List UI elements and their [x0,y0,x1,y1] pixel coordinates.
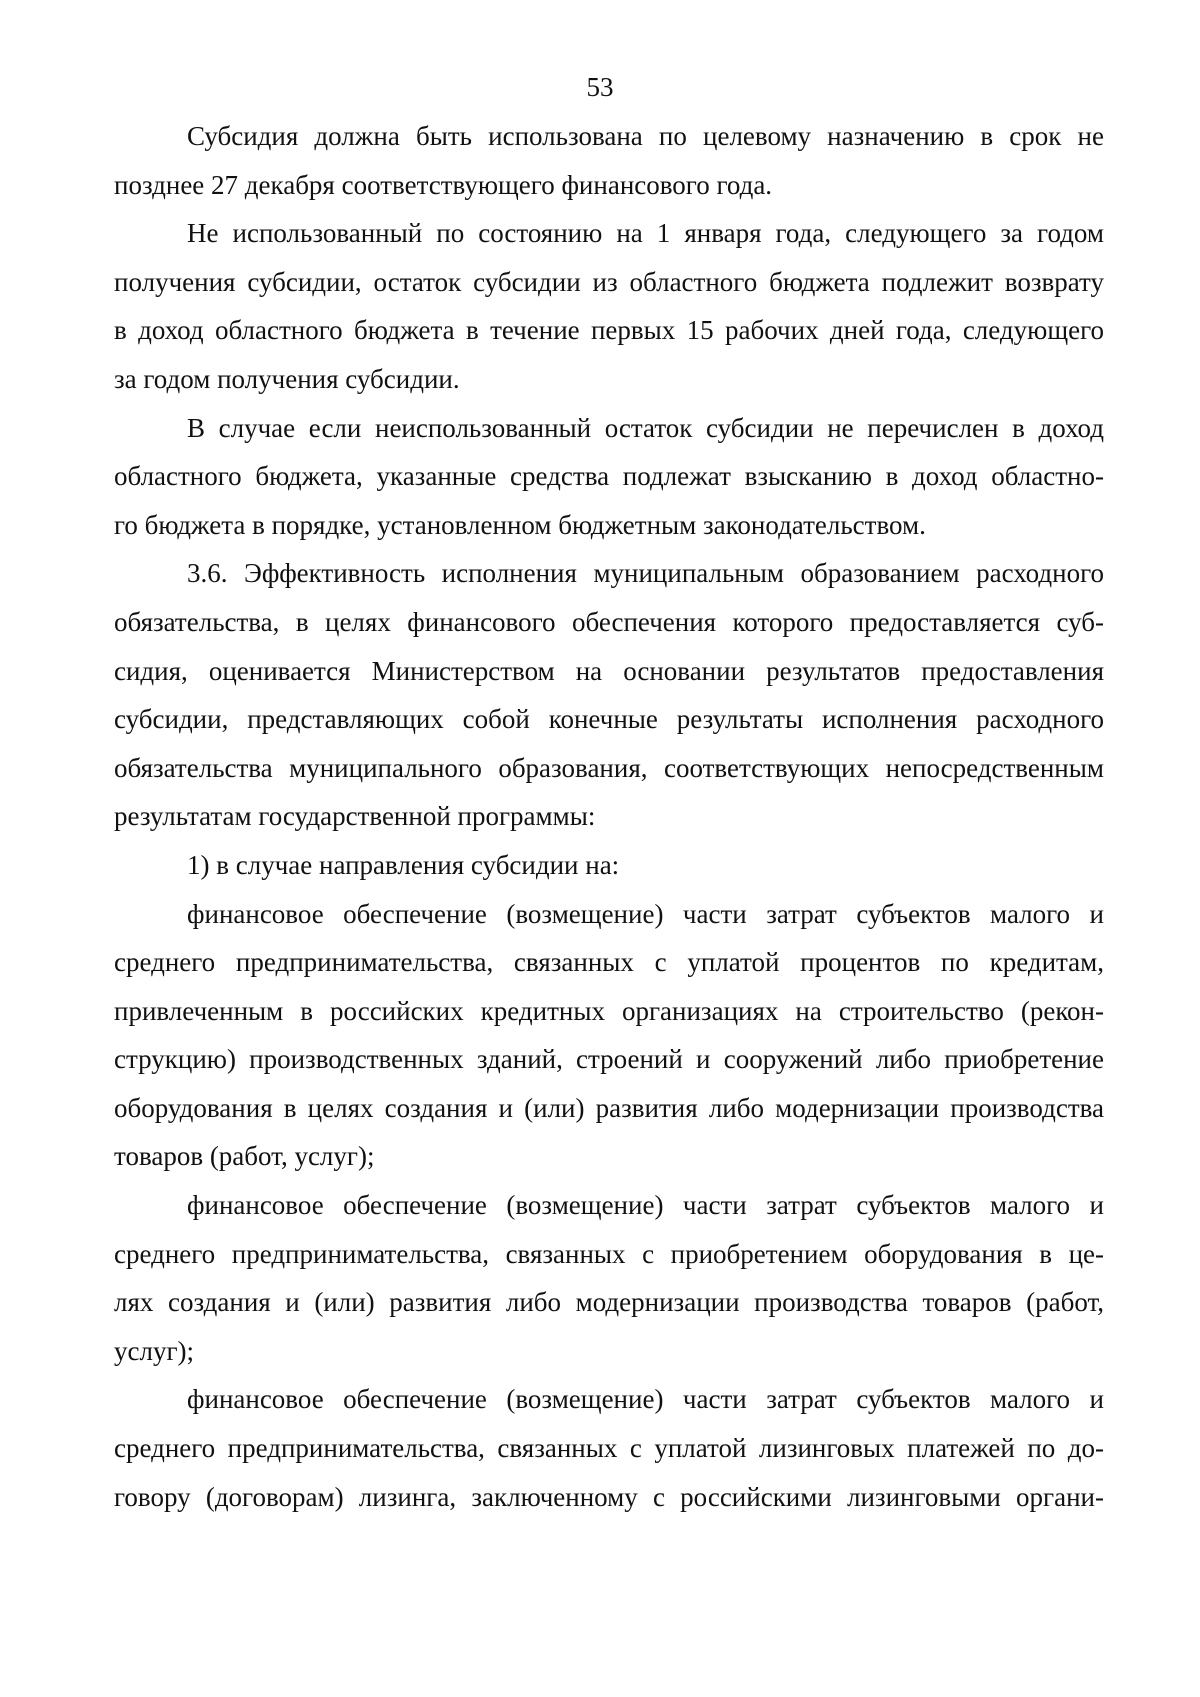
text-line: за годом получения субсидии. [114,363,460,394]
text-line: обязательства, в целях финансового обеспечения которого предоставляется суб- [114,606,1104,637]
text-line: сидия, оценивается Министерством на основании результатов предоставления [114,655,1104,686]
text-line: среднего предпринимательства, связанных с уплатой лизинговых платежей по до- [114,1433,1104,1464]
text-line: 3.6. Эффективность исполнения муниципальным образованием расходного [187,558,1104,589]
paragraph [114,1181,1104,1375]
text-line: струкцию) производственных зданий, строений и сооружений либо приобретение [114,1044,1104,1075]
paragraph [114,890,1104,1182]
text-line: финансовое обеспечение (возмещение) части затрат субъектов малого и [187,1190,1104,1221]
text-line: среднего предпринимательства, связанных с приобретением оборудования в це- [114,1238,1104,1269]
page-number: 53 [586,72,614,102]
paragraph [114,549,1104,841]
text-line: услуг); [114,1335,195,1366]
paragraph [114,841,1104,890]
document-body [114,112,1104,1521]
text-line: в доход областного бюджета в течение первых 15 рабочих дней года, следующего [114,315,1104,346]
text-line: го бюджета в порядке, установленном бюджетным законодательством. [114,509,926,540]
text-line: оборудования в целях создания и (или) развития либо модернизации производства [114,1092,1104,1123]
text-line: среднего предпринимательства, связанных с уплатой процентов по кредитам, [114,947,1104,978]
text-line: позднее 27 декабря соответствующего финансового года. [114,169,773,200]
text-line: областного бюджета, указанные средства подлежат взысканию в доход областно- [114,461,1104,492]
text-line: финансовое обеспечение (возмещение) части затрат субъектов малого и [187,898,1104,929]
text-line: субсидии, представляющих собой конечные результаты исполнения расходного [114,704,1104,735]
text-line: товаров (работ, услуг); [114,1141,375,1172]
paragraph [114,209,1104,403]
text-line: обязательства муниципального образования, соответствующих непосредственным [114,752,1104,783]
text-line: В случае если неиспользованный остаток субсидии не перечислен в доход [187,412,1104,443]
paragraph [114,404,1104,550]
text-line: 1) в случае направления субсидии на: [187,849,620,880]
paragraph [114,112,1104,209]
text-line: говору (договорам) лизинга, заключенному с российскими лизинговыми органи- [114,1481,1104,1512]
paragraph [114,1375,1104,1521]
text-line: Субсидия должна быть использована по целевому назначению в срок не [187,121,1104,151]
text-line: финансовое обеспечение (возмещение) части затрат субъектов малого и [187,1384,1104,1415]
text-line: Не использованный по состоянию на 1 января года, следующего за годом [187,218,1104,249]
text-line: лях создания и (или) развития либо модернизации производства товаров (работ, [114,1287,1104,1318]
text-line: получения субсидии, остаток субсидии из областного бюджета подлежит возврату [114,266,1104,297]
text-line: результатам государственной программы: [114,801,596,832]
text-line: привлеченным в российских кредитных организациях на строительство (рекон- [114,995,1104,1026]
